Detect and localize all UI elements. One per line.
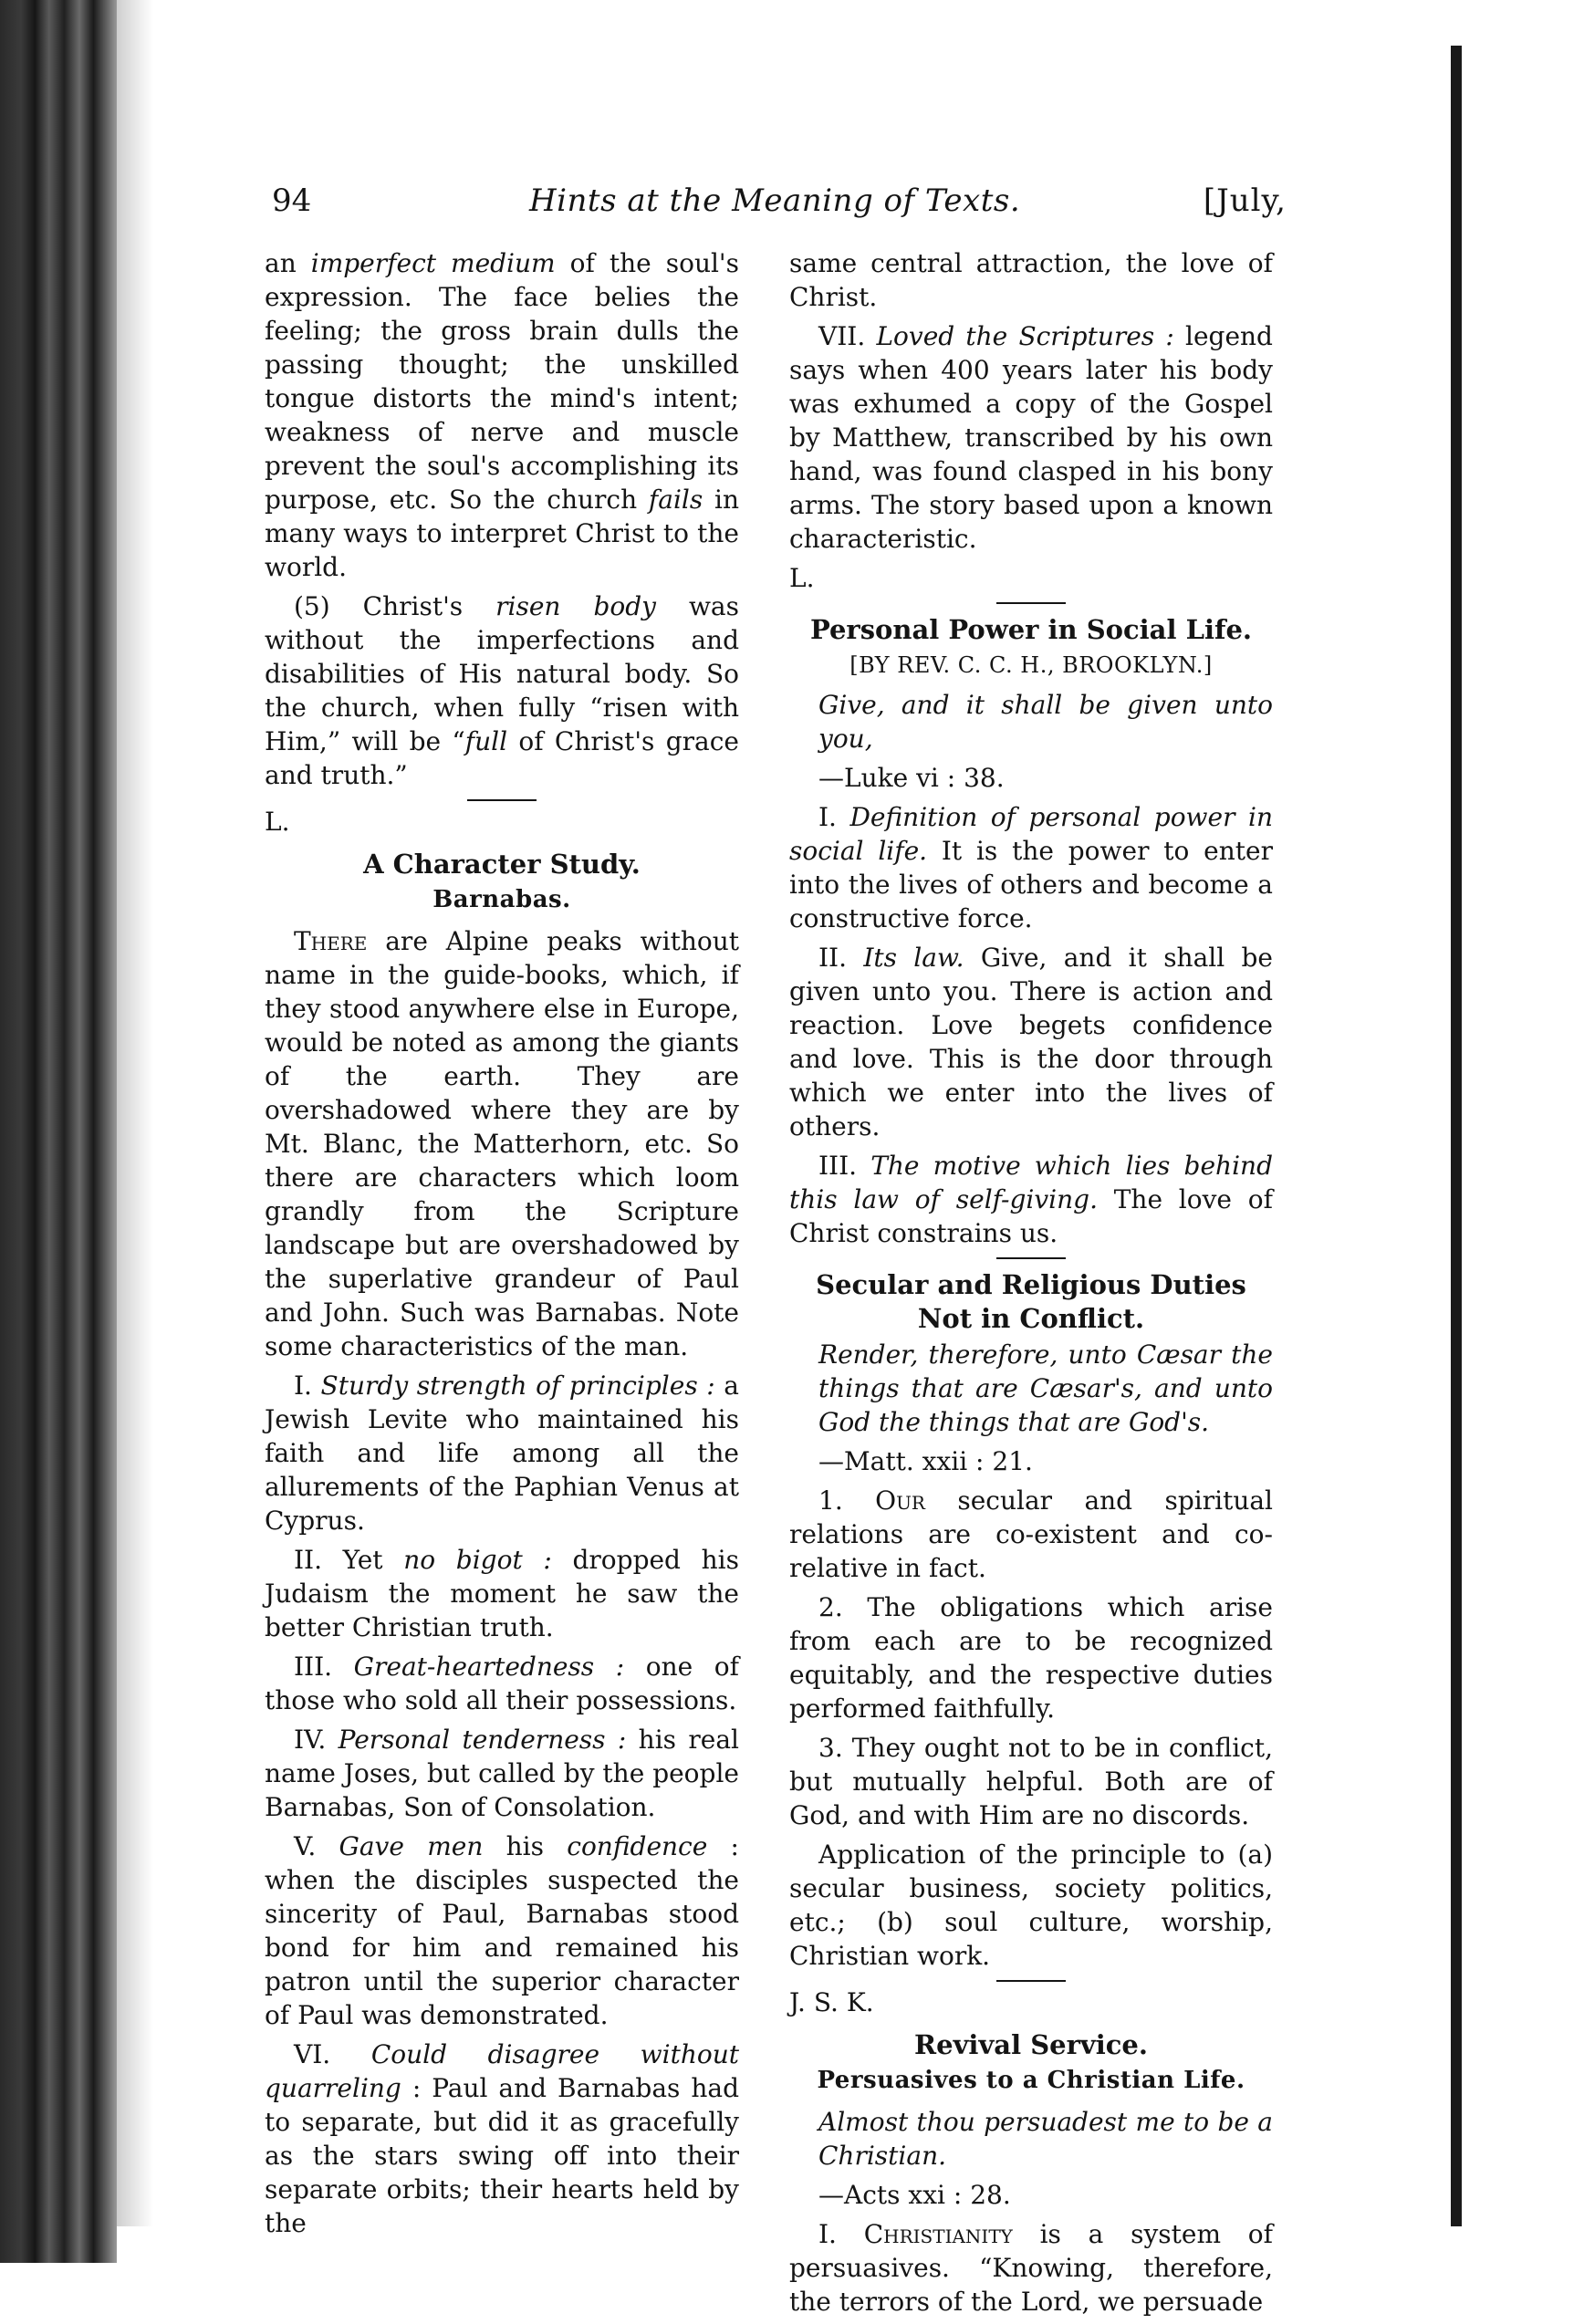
text-run: dropped his Judaism the moment he saw the better Christian truth. — [265, 1545, 740, 1642]
italic-run: fails — [648, 485, 703, 515]
page-number: 94 — [272, 182, 312, 219]
section-heading: Revival Service. — [914, 2029, 1148, 2060]
italic-run: Could disagree without quarreling — [265, 2039, 739, 2103]
text-run: (5) Christ's — [294, 591, 496, 621]
italic-run: The motive which lies behind this law of self-giving. — [789, 1151, 1273, 1214]
section-heading: Secular and Religious Duties Not in Conflict. — [816, 1269, 1246, 1334]
scripture-quote: Render, therefore, unto Cæsar the things that are Cæsar's, and unto God the things that are God's. — [818, 1339, 1273, 1437]
section-rule — [996, 1257, 1066, 1259]
section-rule — [996, 602, 1066, 604]
signature: L. — [789, 563, 815, 593]
signature: L. — [265, 807, 290, 837]
text-run: secular and spiritual relations are co-existent and co-relative in fact. — [789, 1485, 1273, 1583]
paragraph — [789, 800, 1273, 935]
text-run: Application of the principle to (a) secular business, society politics, etc.; (b) soul culture, worship, Christian work. — [789, 1839, 1273, 1971]
text-run: in many ways to interpret Christ to the world. — [265, 485, 739, 582]
section-heading: A Character Study. — [363, 849, 641, 880]
paragraph — [265, 1369, 739, 1537]
text-run: are Alpine peaks without name in the guide-books, which, if they stood anywhere else in Europe, would be noted as among the giants of the earth. They are overshadowed where they are by Mt. Blanc, the Matterhorn, etc. So there are characters which loom grandly from the Scripture landscape but are overshadowed by the superlative grandeur of Paul and John. Such was Barnabas. Note some characteristics of the man. — [265, 926, 739, 1361]
italic-run: risen body — [495, 591, 656, 621]
scripture-citation: —Acts xxi : 28. — [818, 2180, 1011, 2210]
paragraph — [789, 246, 1273, 314]
paragraph — [789, 2217, 1273, 2319]
paragraph — [265, 246, 739, 584]
paragraph — [265, 924, 739, 1363]
text-run: of the soul's expression. The face belies the feeling; the gross brain dulls the passing thought; the unskilled tongue distorts the mind's intent; weakness of nerve and muscle prevent the soul's accomplishing its purpose, etc. So the church — [265, 248, 739, 515]
paragraph — [265, 1829, 739, 2032]
italic-run: imperfect medium — [310, 248, 556, 278]
paragraph — [789, 1731, 1273, 1832]
small-caps-run: Christianity — [863, 2219, 1013, 2249]
running-month: [July, — [1203, 182, 1287, 219]
running-head — [265, 182, 1287, 228]
paragraph — [789, 1838, 1273, 1973]
text-run: legend says when 400 years later his body was exhumed a copy of the Gospel by Matthew, transcribed by his own hand, was found clasped in his bony arms. The story based upon a known characteristic. — [789, 321, 1273, 554]
paragraph — [265, 589, 739, 792]
paragraph — [789, 1484, 1273, 1585]
text-run: I. — [294, 1370, 321, 1401]
text-run: an — [265, 248, 311, 278]
italic-run: Sturdy strength of principles : — [320, 1370, 715, 1401]
text-run: II. Yet — [294, 1545, 404, 1575]
text-run: It is the power to enter into the lives of others and become a constructive force. — [789, 836, 1273, 933]
facing-page-strip — [1462, 46, 1584, 2235]
text-run: 3. They ought not to be in conflict, but mutually helpful. Both are of God, and with Him are no discords. — [789, 1733, 1273, 1830]
text-run: VII. — [818, 321, 877, 351]
text-run: III. — [818, 1151, 871, 1181]
text-run: his — [483, 1831, 568, 1861]
text-run: I. — [818, 802, 850, 832]
text-run: III. — [294, 1652, 354, 1682]
page-gutter-shadow — [117, 0, 153, 2263]
paragraph — [265, 2037, 739, 2240]
section-subheading: Persuasives to a Christian Life. — [817, 2067, 1245, 2094]
text-run: The love of Christ constrains us. — [789, 1184, 1273, 1248]
text-run: same central attraction, the love of Christ. — [789, 248, 1273, 312]
text-run: : when the disciples suspected the sincerity of Paul, Barnabas stood bond for him and remained his patron until the superior character of Paul was demonstrated. — [265, 1831, 739, 2030]
text-run: one of those who sold all their possessions. — [265, 1652, 739, 1715]
text-run: his real name Joses, but called by the people Barnabas, Son of Consolation. — [265, 1725, 740, 1822]
left-column — [265, 246, 739, 2246]
italic-run: Personal tenderness : — [338, 1725, 627, 1755]
paragraph — [265, 1543, 739, 1644]
text-run: V. — [294, 1831, 339, 1861]
section-rule — [996, 1980, 1066, 1982]
byline: [BY REV. C. C. H., BROOKLYN.] — [849, 652, 1213, 678]
book-page — [265, 182, 1287, 2317]
text-run: is a system of persuasives. “Knowing, therefore, the terrors of the Lord, we persuade — [789, 2219, 1273, 2317]
italic-run: Loved the Scriptures : — [876, 321, 1174, 351]
paragraph — [789, 1149, 1273, 1250]
running-title: Hints at the Meaning of Texts. — [529, 182, 1021, 219]
text-run: a Jewish Levite who maintained his faith and life among all the allurements of the Paphian Venus at Cyprus. — [265, 1370, 739, 1536]
text-run: Give, and it shall be given unto you. There is action and reaction. Love begets confidence and love. This is the door through which we enter into the lives of others. — [789, 943, 1273, 1141]
paragraph — [265, 1650, 739, 1717]
italic-run: Great-heartedness : — [353, 1652, 625, 1682]
italic-run: no bigot : — [403, 1545, 552, 1575]
section-heading: Personal Power in Social Life. — [809, 614, 1253, 645]
text-run: VI. — [294, 2039, 371, 2069]
scripture-quote: Almost thou persuadest me to be a Christian. — [818, 2107, 1273, 2171]
signature: J. S. K. — [789, 1987, 874, 2017]
text-run: of Christ's grace and truth.” — [265, 726, 739, 790]
text-run: : Paul and Barnabas had to separate, but did it as gracefully as the stars swing off into their separate orbits; their hearts held by the — [265, 2073, 739, 2238]
paragraph — [789, 319, 1273, 556]
paragraph — [789, 1590, 1273, 1725]
paragraph — [789, 941, 1273, 1143]
scripture-citation: —Luke vi : 38. — [818, 763, 1005, 793]
text-run: IV. — [294, 1725, 339, 1755]
book-binding-left — [0, 0, 117, 2263]
italic-run: Definition of personal power in social life. — [789, 802, 1273, 866]
small-caps-run: There — [294, 926, 368, 956]
section-subheading: Barnabas. — [432, 886, 571, 913]
italic-run: Gave men — [339, 1831, 484, 1861]
text-run: II. — [818, 943, 864, 973]
text-run: was without the imperfections and disabilities of His natural body. So the church, when fully “risen with Him,” will be “ — [265, 591, 739, 756]
small-caps-run: Our — [875, 1485, 925, 1516]
text-run: 2. The obligations which arise from each are to be recognized equitably, and the respective duties performed faithfully. — [789, 1592, 1273, 1724]
italic-run: Its law. — [863, 943, 964, 973]
paragraph — [265, 1723, 739, 1824]
book-edge-right — [1451, 46, 1462, 2235]
section-rule — [467, 799, 537, 801]
text-run: I. — [818, 2219, 864, 2249]
italic-run: full — [464, 726, 508, 756]
text-run: 1. — [818, 1485, 876, 1516]
right-column — [789, 246, 1273, 2324]
scripture-citation: —Matt. xxii : 21. — [818, 1446, 1033, 1476]
scripture-quote: Give, and it shall be given unto you, — [818, 690, 1273, 754]
italic-run: confidence — [567, 1831, 708, 1861]
